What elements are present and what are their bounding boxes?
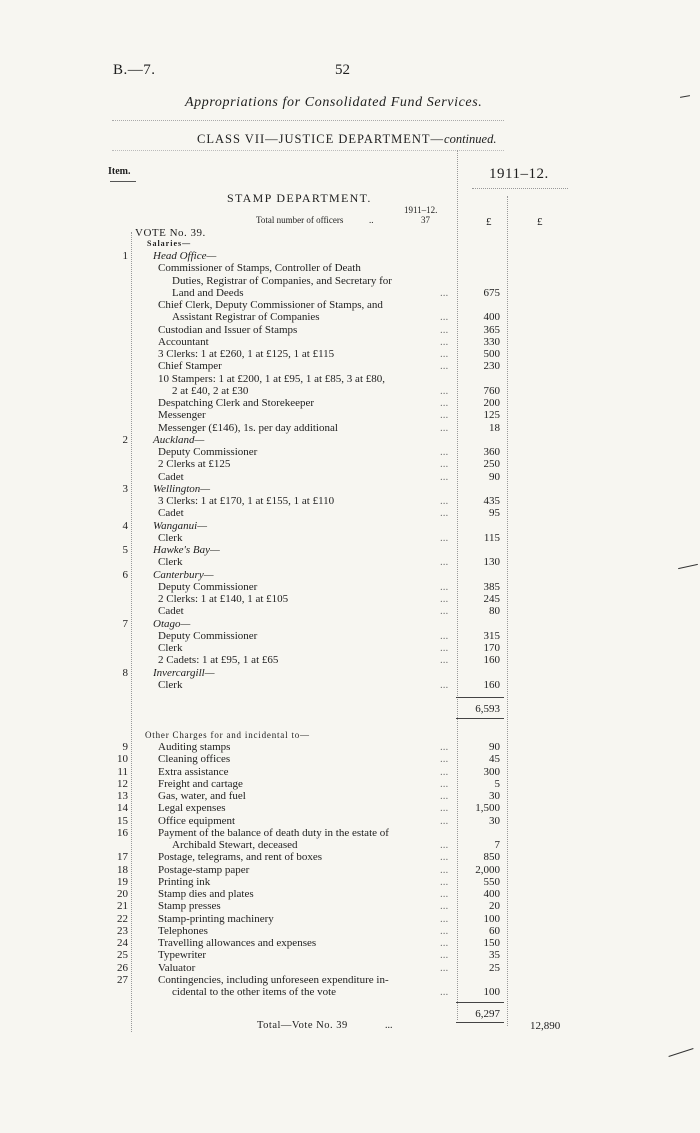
leader-dots: ... [440,335,449,348]
table-row [0,471,700,483]
item-description: Duties, Registrar of Companies, and Secretary for [172,274,392,287]
leader-dots: ... [440,678,449,691]
item-number: 5 [122,544,128,556]
leader-dots: ... [440,839,449,851]
table-row [0,815,700,827]
item-amount: 160 [483,678,500,691]
item-number: 13 [117,790,128,802]
class-heading: CLASS VII—JUSTICE DEPARTMENT—continued. [197,132,497,146]
item-number: 25 [117,949,128,962]
leader-dots: ... [440,458,449,471]
table-row [0,324,700,336]
item-description: Stamp-printing machinery [158,912,274,925]
item-number: 21 [117,900,128,913]
item-description: 10 Stampers: 1 at £200, 1 at £95, 1 at £85, 3 at £80, [158,372,385,385]
leader-dots: ... [440,888,449,900]
item-description: Deputy Commissioner [158,629,258,642]
table-row [0,581,700,593]
leader-dots: ... [440,765,449,778]
item-number: 22 [117,912,128,925]
table-row [0,962,700,974]
leader-dots: ... [440,777,449,790]
item-description: 2 at £40, 2 at £30 [172,384,249,397]
item-amount: 115 [483,531,500,544]
item-amount: 60 [489,924,500,937]
table-row [0,532,700,544]
year-column-header: 1911–12. [489,166,549,182]
item-number: 15 [117,814,128,827]
item-description: Clerk [158,642,183,654]
item-description: Land and Deeds [172,286,244,299]
item-description: Chief Stamper [158,360,222,373]
leader-dots: ... [385,1020,393,1031]
table-row [0,569,700,581]
item-number: 2 [122,433,128,446]
item-number: 23 [117,924,128,937]
table-row [0,495,700,507]
table-row [0,373,700,385]
item-amount: 30 [489,814,500,827]
item-description: Cadet [158,605,184,618]
item-amount: 360 [483,446,500,458]
item-number: 12 [117,777,128,790]
item-amount: 385 [483,580,500,593]
item-amount: 500 [483,348,500,360]
item-description: Invercargill— [153,666,215,679]
item-number: 24 [117,937,128,949]
table-row [0,397,700,409]
item-amount: 330 [483,335,500,348]
item-description: Legal expenses [158,802,226,815]
subtotal-rule [456,718,504,719]
item-description: Cadet [158,507,184,520]
item-description: Postage-stamp paper [158,863,250,876]
item-description: Printing ink [158,875,211,888]
item-amount: 25 [489,961,500,974]
leader-dots: ... [440,421,449,434]
item-amount: 245 [483,593,500,605]
item-number: 11 [117,765,128,778]
item-number: 14 [117,802,128,815]
leader-dots: ... [440,323,449,336]
table-row [0,593,700,605]
table-row [0,446,700,458]
table-row [0,287,700,299]
item-description: Clerk [158,531,183,544]
item-number: 8 [122,666,128,679]
item-number: 27 [117,973,128,986]
table-row [0,630,700,642]
table-row [0,753,700,765]
leader-dots: ... [440,384,449,397]
item-number: 7 [122,617,128,630]
table-row [0,250,700,262]
item-number: 4 [122,519,128,532]
leader-dots: ... [440,924,449,937]
table-row [0,336,700,348]
table-row [0,483,700,495]
item-description: Assistant Registrar of Companies [172,311,320,324]
table-row [0,741,700,753]
officers-year: 1911–12. [404,205,438,215]
item-number: 20 [117,888,128,900]
item-description: Canterbury— [153,568,214,581]
subtotal-rule [456,1002,504,1003]
margin-mark [680,95,690,98]
table-row [0,348,700,360]
item-description: Cadet [158,470,184,483]
item-amount: 45 [489,753,500,766]
item-amount: 550 [483,875,500,888]
item-description: Clerk [158,678,183,691]
leader-dots: ... [440,937,449,949]
table-row [0,385,700,397]
leader-dots: ... [440,556,449,569]
table-row [0,654,700,666]
item-number: 18 [117,863,128,876]
item-amount: 300 [483,765,500,778]
item-description: Stamp dies and plates [158,888,254,900]
leader-dots: ... [440,802,449,815]
table-row [0,360,700,372]
table-row [0,937,700,949]
item-description: Travelling allowances and expenses [158,937,317,949]
item-description: Clerk [158,556,183,569]
salaries-subtotal: 6,593 [475,703,500,715]
item-amount: 250 [483,458,500,471]
table-row [0,839,700,851]
item-number: 10 [117,753,128,766]
item-description: Auditing stamps [158,741,231,753]
item-amount: 675 [483,286,500,299]
item-amount: 100 [483,912,500,925]
other-charges-subtotal: 6,297 [475,1008,500,1020]
class-heading-continued: continued. [444,132,497,146]
table-row [0,262,700,274]
table-row [0,876,700,888]
table-row [0,299,700,311]
item-description: Commissioner of Stamps, Controller of Death [158,262,361,275]
item-description: 2 Cadets: 1 at £95, 1 at £65 [158,654,279,667]
item-number: 19 [117,875,128,888]
table-row [0,766,700,778]
leader-dots: ... [440,360,449,373]
leader-dots: ... [440,863,449,876]
leader-dots: ... [440,654,449,667]
item-amount: 30 [489,790,500,802]
page-title: Appropriations for Consolidated Fund Services. [185,95,483,110]
item-description: Payment of the balance of death duty in the estate of [158,826,389,839]
table-row [0,618,700,630]
item-amount: 400 [483,888,500,900]
item-description: Accountant [158,335,209,348]
item-description: Hawke's Bay— [153,544,220,556]
item-description: Custodian and Issuer of Stamps [158,323,298,336]
item-amount: 80 [489,605,500,618]
item-description: Deputy Commissioner [158,446,258,458]
item-description: Freight and cartage [158,777,243,790]
leader-dots: ... [440,446,449,458]
leader-dots: ... [440,286,449,299]
leader-dots: ... [440,741,449,753]
item-description: Telephones [158,924,208,937]
margin-mark [668,1048,693,1057]
divider [110,181,136,182]
department-title: STAMP DEPARTMENT. [227,191,372,205]
item-description: 3 Clerks: 1 at £170, 1 at £155, 1 at £110 [158,495,335,507]
table-row [0,949,700,961]
table-row [0,434,700,446]
other-charges-heading: Other Charges for and incidental to— [145,730,310,740]
table-row [0,778,700,790]
item-description: Valuator [158,961,196,974]
item-description: Deputy Commissioner [158,580,258,593]
item-description: Office equipment [158,814,236,827]
item-description: Wellington— [153,482,211,495]
leader-dots: ... [440,851,449,864]
item-amount: 760 [483,384,500,397]
vote-total-amount: 12,890 [530,1020,561,1032]
item-description: Head Office— [153,250,217,262]
table-row [0,679,700,691]
leader-dots: ... [440,814,449,827]
table-row [0,986,700,998]
leader-dots: ... [440,495,449,507]
item-number: 26 [117,961,128,974]
item-amount: 850 [483,851,500,864]
item-description: Contingencies, including unforeseen expenditure in- [158,973,389,986]
table-row [0,851,700,863]
item-amount: 160 [483,654,500,667]
divider [112,120,504,121]
table-row [0,422,700,434]
leader-dots: ... [440,605,449,618]
table-row [0,544,700,556]
item-amount: 20 [489,900,500,913]
table-row [0,667,700,679]
item-amount: 150 [483,937,500,949]
table-row [0,888,700,900]
item-amount: 18 [489,421,500,434]
item-column-header: Item. [108,166,131,177]
item-number: 3 [122,482,128,495]
item-description: cidental to the other items of the vote [172,986,337,998]
page-number: 52 [335,62,350,78]
vote-total-label: Total—Vote No. 39 [257,1020,348,1031]
leader-dots: ... [440,629,449,642]
item-amount: 35 [489,949,500,962]
table-row [0,409,700,421]
item-amount: 315 [483,629,500,642]
vote-heading: VOTE No. 39. [135,227,206,239]
table-row [0,275,700,287]
leader-dots: ... [440,580,449,593]
table-row [0,925,700,937]
currency-symbol: £ [537,216,543,228]
leader-dots: ... [440,409,449,422]
currency-symbol: £ [486,216,492,228]
item-description: Messenger [158,409,206,422]
divider [472,188,568,189]
table-row [0,605,700,617]
item-description: Stamp presses [158,900,221,913]
item-description: Messenger (£146), 1s. per day additional [158,421,338,434]
item-description: 2 Clerks at £125 [158,458,231,471]
item-amount: 90 [489,741,500,753]
table-row [0,556,700,568]
item-number: 9 [122,741,128,753]
item-description: Otago— [153,617,191,630]
leader-dots: ... [440,311,449,324]
item-amount: 125 [483,409,500,422]
subtotal-rule [456,697,504,698]
table-row [0,864,700,876]
leader-dots: ... [440,961,449,974]
leader-dots: ... [440,397,449,409]
item-description: Gas, water, and fuel [158,790,246,802]
leader-dots: ... [440,348,449,360]
item-number: 1 [122,250,128,262]
leader-dots: .. [369,215,374,225]
item-description: Typewriter [158,949,207,962]
item-description: Postage, telegrams, and rent of boxes [158,851,323,864]
leader-dots: ... [440,642,449,654]
officers-count: 37 [421,215,430,225]
salaries-heading: Salaries— [147,239,192,248]
table-row [0,900,700,912]
leader-dots: ... [440,753,449,766]
item-amount: 400 [483,311,500,324]
item-amount: 170 [483,642,500,654]
table-row [0,520,700,532]
item-description: Chief Clerk, Deputy Commissioner of Stamps, and [158,299,383,311]
table-row [0,642,700,654]
leader-dots: ... [440,593,449,605]
item-description: 2 Clerks: 1 at £140, 1 at £105 [158,593,289,605]
item-description: Despatching Clerk and Storekeeper [158,397,315,409]
table-row [0,974,700,986]
table-row [0,827,700,839]
item-description: Wanganui— [153,519,207,532]
table-row [0,311,700,323]
item-amount: 95 [489,507,500,520]
table-row [0,458,700,470]
item-amount: 200 [483,397,500,409]
table-row [0,507,700,519]
subtotal-rule [456,1022,504,1023]
item-amount: 7 [494,839,500,851]
leader-dots: ... [440,900,449,913]
item-description: Cleaning offices [158,753,231,766]
table-row [0,790,700,802]
item-amount: 130 [483,556,500,569]
item-amount: 230 [483,360,500,373]
item-amount: 90 [489,470,500,483]
item-amount: 100 [483,986,500,998]
leader-dots: ... [440,949,449,962]
item-description: Extra assistance [158,765,229,778]
leader-dots: ... [440,986,449,998]
item-amount: 1,500 [475,802,500,815]
item-amount: 435 [483,495,500,507]
item-amount: 365 [483,323,500,336]
document-reference: B.—7. [113,62,156,78]
item-number: 6 [122,568,128,581]
item-amount: 2,000 [475,863,500,876]
leader-dots: ... [440,790,449,802]
item-description: Archibald Stewart, deceased [172,839,298,851]
officers-label: Total number of officers [256,215,344,225]
item-number: 16 [117,826,128,839]
item-description: 3 Clerks: 1 at £260, 1 at £125, 1 at £115 [158,348,335,360]
leader-dots: ... [440,531,449,544]
table-row [0,913,700,925]
item-number: 17 [117,851,128,864]
table-row [0,802,700,814]
leader-dots: ... [440,875,449,888]
item-description: Auckland— [153,433,205,446]
divider [112,150,504,151]
leader-dots: ... [440,470,449,483]
leader-dots: ... [440,507,449,520]
leader-dots: ... [440,912,449,925]
item-amount: 5 [494,777,500,790]
